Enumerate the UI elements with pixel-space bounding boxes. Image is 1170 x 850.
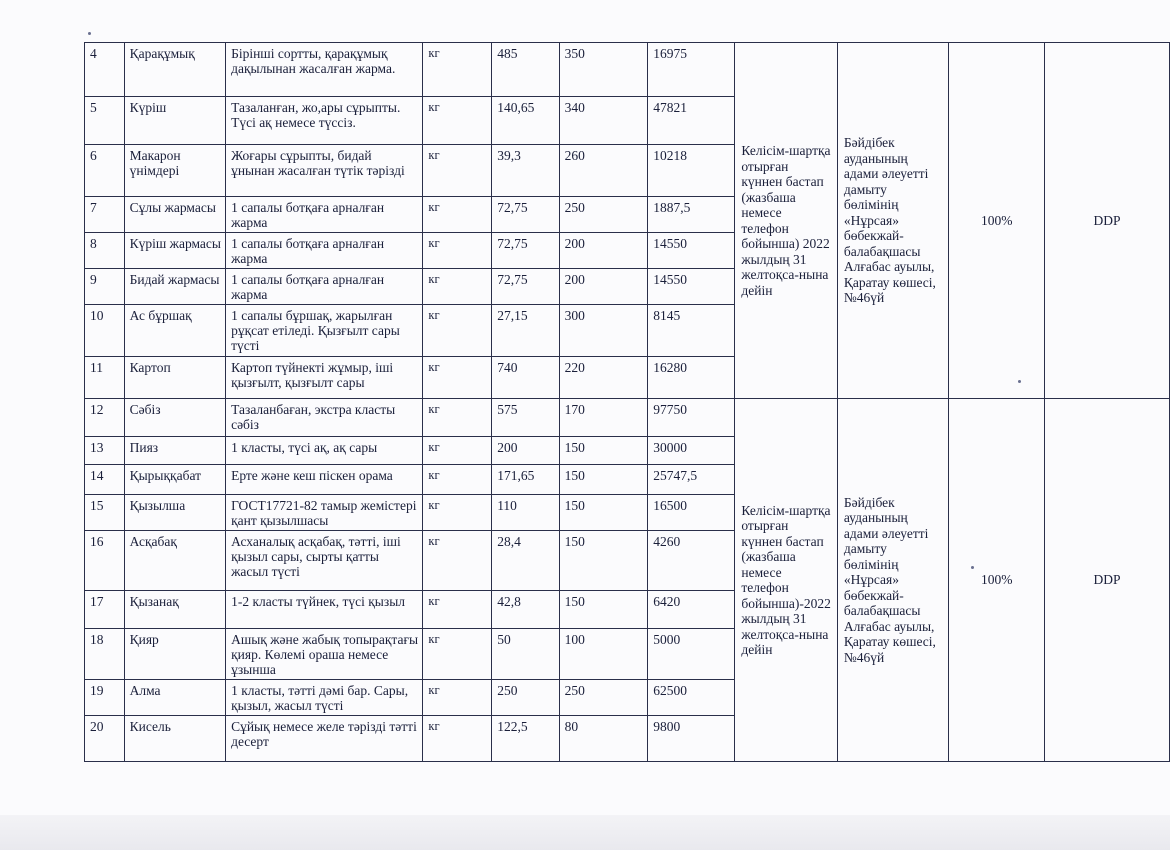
cell-name: Күріш жармасы	[124, 233, 225, 269]
cell-sum: 5000	[648, 629, 735, 680]
cell-unit: кг	[423, 269, 492, 305]
cell-unit: кг	[423, 465, 492, 495]
cell-no: 12	[85, 399, 125, 437]
cell-price: 260	[559, 145, 648, 197]
cell-desc: Бірінші сортты, қарақұмық дақылынан жасалған жарма.	[226, 43, 423, 97]
cell-price: 100	[559, 629, 648, 680]
cell-name: Пияз	[124, 437, 225, 465]
cell-name: Сәбіз	[124, 399, 225, 437]
cell-qty: 72,75	[492, 197, 559, 233]
cell-sum: 14550	[648, 233, 735, 269]
cell-sum: 16500	[648, 495, 735, 531]
cell-desc: 1 сапалы ботқаға арналған жарма	[226, 233, 423, 269]
cell-name: Қияр	[124, 629, 225, 680]
cell-desc: 1 сапалы ботқаға арналған жарма	[226, 269, 423, 305]
cell-no: 20	[85, 716, 125, 762]
cell-term: Келісім-шартқа отырған күннен бастап (жазбаша немесе телефон бойынша) 2022 жылдың 31 желтоқса-нына дейін	[735, 43, 838, 399]
cell-name: Кисель	[124, 716, 225, 762]
cell-price: 80	[559, 716, 648, 762]
cell-incoterm: DDP	[1045, 43, 1170, 399]
cell-qty: 72,75	[492, 233, 559, 269]
cell-sum: 4260	[648, 531, 735, 591]
cell-name: Картоп	[124, 357, 225, 399]
cell-no: 18	[85, 629, 125, 680]
cell-price: 170	[559, 399, 648, 437]
table-row	[85, 399, 1170, 437]
cell-no: 16	[85, 531, 125, 591]
scan-bottom-edge	[0, 815, 1170, 850]
cell-qty: 27,15	[492, 305, 559, 357]
cell-desc: Сұйық немесе желе тәрізді тәтті десерт	[226, 716, 423, 762]
cell-qty: 740	[492, 357, 559, 399]
cell-no: 6	[85, 145, 125, 197]
cell-name: Қырыққабат	[124, 465, 225, 495]
cell-unit: кг	[423, 629, 492, 680]
cell-price: 300	[559, 305, 648, 357]
cell-qty: 122,5	[492, 716, 559, 762]
cell-desc: Картоп түйнекті жұмыр, іші қызғылт, қызғылт сары	[226, 357, 423, 399]
cell-price: 340	[559, 97, 648, 145]
cell-price: 150	[559, 465, 648, 495]
cell-qty: 250	[492, 680, 559, 716]
cell-unit: кг	[423, 357, 492, 399]
cell-qty: 39,3	[492, 145, 559, 197]
cell-address: Бәйдібек ауданының адами әлеуетті дамыту бөлімінің «Нұрсая» бөбекжай-балабақшасы Алғабас ауылы, Қаратау көшесі, №46үй	[837, 43, 948, 399]
cell-unit: кг	[423, 437, 492, 465]
cell-unit: кг	[423, 591, 492, 629]
cell-qty: 72,75	[492, 269, 559, 305]
cell-name: Макарон үнімдері	[124, 145, 225, 197]
cell-sum: 1887,5	[648, 197, 735, 233]
cell-name: Қызанақ	[124, 591, 225, 629]
cell-unit: кг	[423, 305, 492, 357]
cell-desc: Тазаланған, жо,ары сұрыпты. Түсі ақ немесе түссіз.	[226, 97, 423, 145]
cell-price: 200	[559, 269, 648, 305]
cell-sum: 25747,5	[648, 465, 735, 495]
cell-unit: кг	[423, 495, 492, 531]
cell-price: 250	[559, 680, 648, 716]
cell-desc: Асханалық асқабақ, тәтті, іші қызыл сары, сырты қатты жасыл түсті	[226, 531, 423, 591]
cell-no: 7	[85, 197, 125, 233]
cell-price: 150	[559, 591, 648, 629]
cell-desc: Ашық және жабық топырақтағы қияр. Көлемі ораша немесе ұзынша	[226, 629, 423, 680]
cell-qty: 140,65	[492, 97, 559, 145]
cell-unit: кг	[423, 97, 492, 145]
cell-desc: Жоғары сұрыпты, бидай ұнынан жасалған түтік тәрізді	[226, 145, 423, 197]
cell-sum: 62500	[648, 680, 735, 716]
cell-sum: 47821	[648, 97, 735, 145]
cell-desc: Тазаланбаған, экстра класты сәбіз	[226, 399, 423, 437]
cell-sum: 16280	[648, 357, 735, 399]
cell-qty: 28,4	[492, 531, 559, 591]
cell-no: 4	[85, 43, 125, 97]
cell-no: 17	[85, 591, 125, 629]
cell-no: 14	[85, 465, 125, 495]
cell-price: 220	[559, 357, 648, 399]
cell-name: Қарақұмық	[124, 43, 225, 97]
cell-desc: 1 класты, түсі ақ, ақ сары	[226, 437, 423, 465]
cell-no: 10	[85, 305, 125, 357]
cell-unit: кг	[423, 399, 492, 437]
cell-name: Алма	[124, 680, 225, 716]
cell-address: Бәйдібек ауданының адами әлеуетті дамыту бөлімінің «Нұрсая» бөбекжай-балабақшасы Алғабас ауылы, Қаратау көшесі, №46үй	[837, 399, 948, 762]
cell-no: 9	[85, 269, 125, 305]
cell-prepay: 100%	[949, 43, 1045, 399]
cell-qty: 110	[492, 495, 559, 531]
cell-price: 150	[559, 437, 648, 465]
cell-sum: 9800	[648, 716, 735, 762]
cell-sum: 16975	[648, 43, 735, 97]
cell-name: Ас бұршақ	[124, 305, 225, 357]
cell-sum: 97750	[648, 399, 735, 437]
cell-qty: 171,65	[492, 465, 559, 495]
cell-unit: кг	[423, 197, 492, 233]
cell-price: 250	[559, 197, 648, 233]
cell-no: 5	[85, 97, 125, 145]
cell-no: 13	[85, 437, 125, 465]
scan-speck	[88, 32, 91, 35]
cell-name: Асқабақ	[124, 531, 225, 591]
cell-desc: Ерте және кеш піскен орама	[226, 465, 423, 495]
cell-name: Күріш	[124, 97, 225, 145]
cell-price: 200	[559, 233, 648, 269]
cell-desc: 1 сапалы бұршақ, жарылған рұқсат етіледі. Қызғылт сары түсті	[226, 305, 423, 357]
cell-term: Келісім-шартқа отырған күннен бастап (жазбаша немесе телефон бойынша)-2022 жылдың 31 желтоқса-нына дейін	[735, 399, 838, 762]
cell-desc: ГОСТ17721-82 тамыр жемістері қант қызылшасы	[226, 495, 423, 531]
cell-unit: кг	[423, 680, 492, 716]
cell-qty: 200	[492, 437, 559, 465]
cell-incoterm: DDP	[1045, 399, 1170, 762]
cell-name: Бидай жармасы	[124, 269, 225, 305]
cell-no: 15	[85, 495, 125, 531]
cell-unit: кг	[423, 716, 492, 762]
cell-qty: 575	[492, 399, 559, 437]
cell-name: Қызылша	[124, 495, 225, 531]
procurement-table	[84, 42, 1170, 762]
cell-no: 11	[85, 357, 125, 399]
cell-desc: 1 класты, тәтті дәмі бар. Сары, қызыл, жасыл түсті	[226, 680, 423, 716]
cell-qty: 485	[492, 43, 559, 97]
table-row	[85, 43, 1170, 97]
cell-sum: 8145	[648, 305, 735, 357]
cell-desc: 1 сапалы ботқаға арналған жарма	[226, 197, 423, 233]
cell-unit: кг	[423, 233, 492, 269]
cell-sum: 30000	[648, 437, 735, 465]
cell-qty: 42,8	[492, 591, 559, 629]
cell-sum: 14550	[648, 269, 735, 305]
cell-prepay: 100%	[949, 399, 1045, 762]
cell-price: 150	[559, 495, 648, 531]
cell-no: 19	[85, 680, 125, 716]
cell-no: 8	[85, 233, 125, 269]
cell-sum: 10218	[648, 145, 735, 197]
cell-price: 350	[559, 43, 648, 97]
cell-unit: кг	[423, 531, 492, 591]
cell-price: 150	[559, 531, 648, 591]
cell-unit: кг	[423, 43, 492, 97]
cell-name: Сұлы жармасы	[124, 197, 225, 233]
cell-qty: 50	[492, 629, 559, 680]
cell-desc: 1-2 класты түйнек, түсі қызыл	[226, 591, 423, 629]
cell-sum: 6420	[648, 591, 735, 629]
cell-unit: кг	[423, 145, 492, 197]
